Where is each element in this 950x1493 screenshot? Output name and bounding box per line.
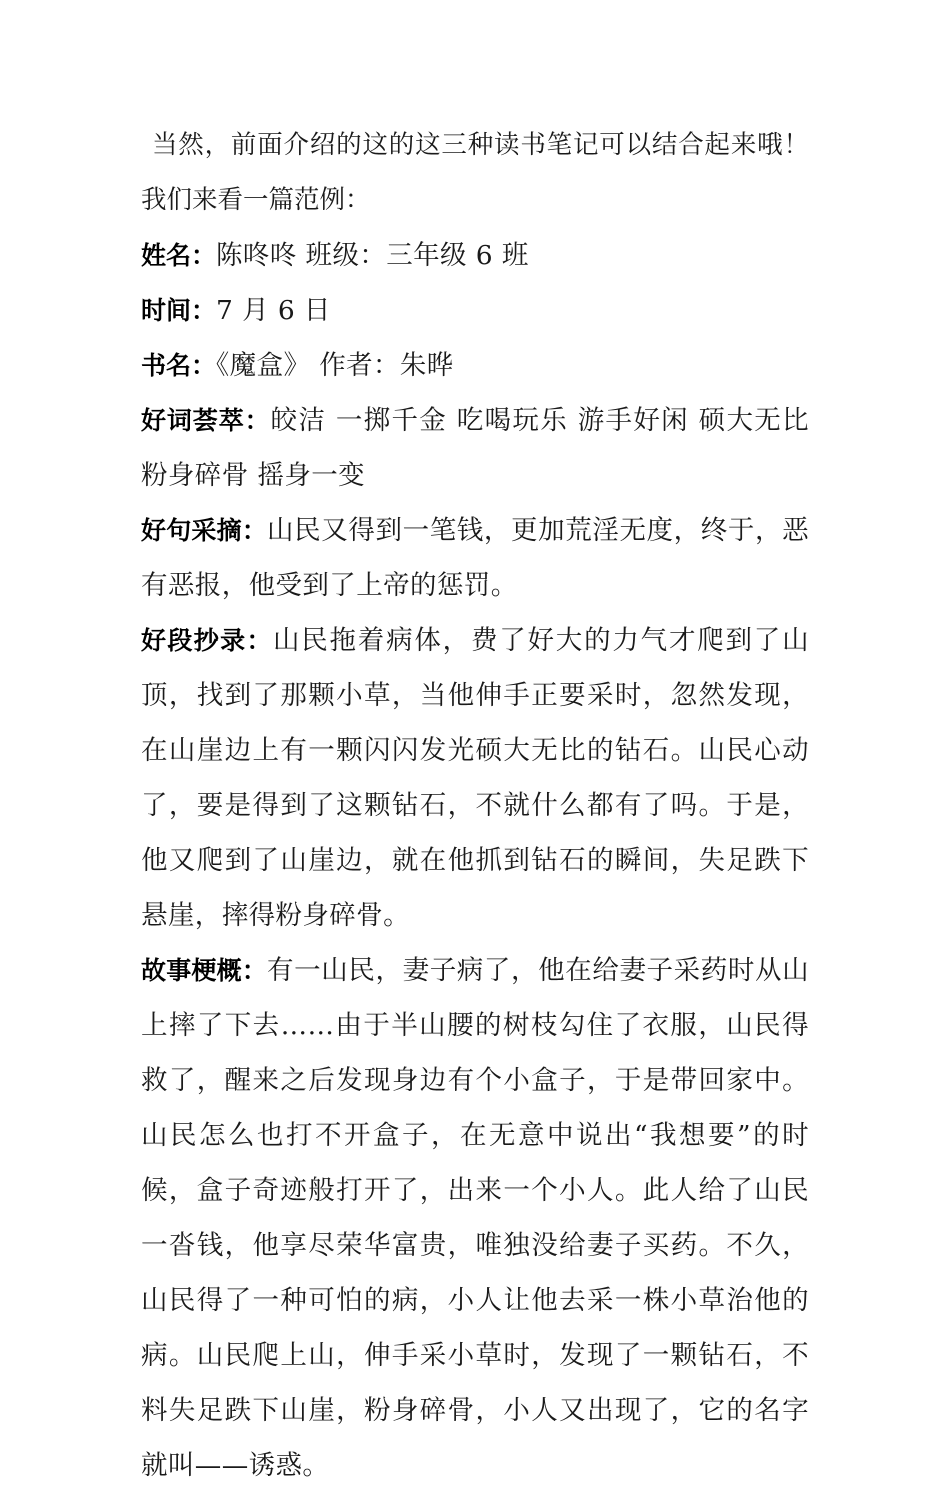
section-good-passage [141,613,809,943]
section-text-good-passage: 山民拖着病体，费了好大的力气才爬到了山顶，找到了那颗小草，当他伸手正要采时，忽然发现，在山崖边上有一颗闪闪发光硕大无比的钻石。山民心动了，要是得到了这颗钻石，不就什么都有了吗。于是，他又爬到了山崖边，就在他抓到钻石的瞬间，失足跌下悬崖，摔得粉身碎骨。 [141,625,809,931]
field-label-name: 姓名： [141,241,217,270]
section-label-good-sentences: 好句采摘： [141,516,268,545]
intro-paragraph [141,118,809,228]
section-text-story-summary: 有一山民，妻子病了，他在给妻子采药时从山上摔了下去……由于半山腰的树枝勾住了衣服，山民得救了，醒来之后发现身边有个小盒子，于是带回家中。山民怎么也打不开盒子，在无意中说出“我想要”的时候，盒子奇迹般打开了，出来一个小人。此人给了山民一沓钱，他享尽荣华富贵，唯独没给妻子买药。不久，山民得了一种可怕的病，小人让他去采一株小草治他的病。山民爬上山，伸手采小草时，发现了一颗钻石，不料失足跌下山崖，粉身碎骨，小人又出现了，它的名字就叫——诱惑。 [141,955,809,1481]
section-label-story-summary: 故事梗概： [141,956,268,985]
field-label-time: 时间： [141,296,217,325]
section-text-good-sentences: 山民又得到一笔钱，更加荒淫无度，终于，恶有恶报，他受到了上帝的惩罚。 [141,515,809,601]
field-label-book: 书名： [141,351,217,380]
section-story-summary [141,943,809,1493]
field-book-row [141,338,809,393]
section-label-good-words: 好词荟萃： [141,406,271,435]
document-text-body [141,118,809,1493]
intro-paragraph-text: 当然，前面介绍的这的这三种读书笔记可以结合起来哦！我们来看一篇范例： [141,130,809,215]
section-good-sentences [141,503,809,613]
field-name-row [141,228,809,283]
field-value-time: 7 月 6 日 [216,295,331,326]
section-label-good-passage: 好段抄录： [141,626,273,655]
section-good-words [141,393,809,503]
field-value-book: 《魔盒》 作者：朱晔 [216,350,454,381]
section-text-good-words: 皎洁 一掷千金 吃喝玩乐 游手好闲 硕大无比 粉身碎骨 摇身一变 [141,405,809,491]
field-value-name: 陈咚咚 班级：三年级 6 班 [216,240,529,271]
field-time-row [141,283,809,338]
